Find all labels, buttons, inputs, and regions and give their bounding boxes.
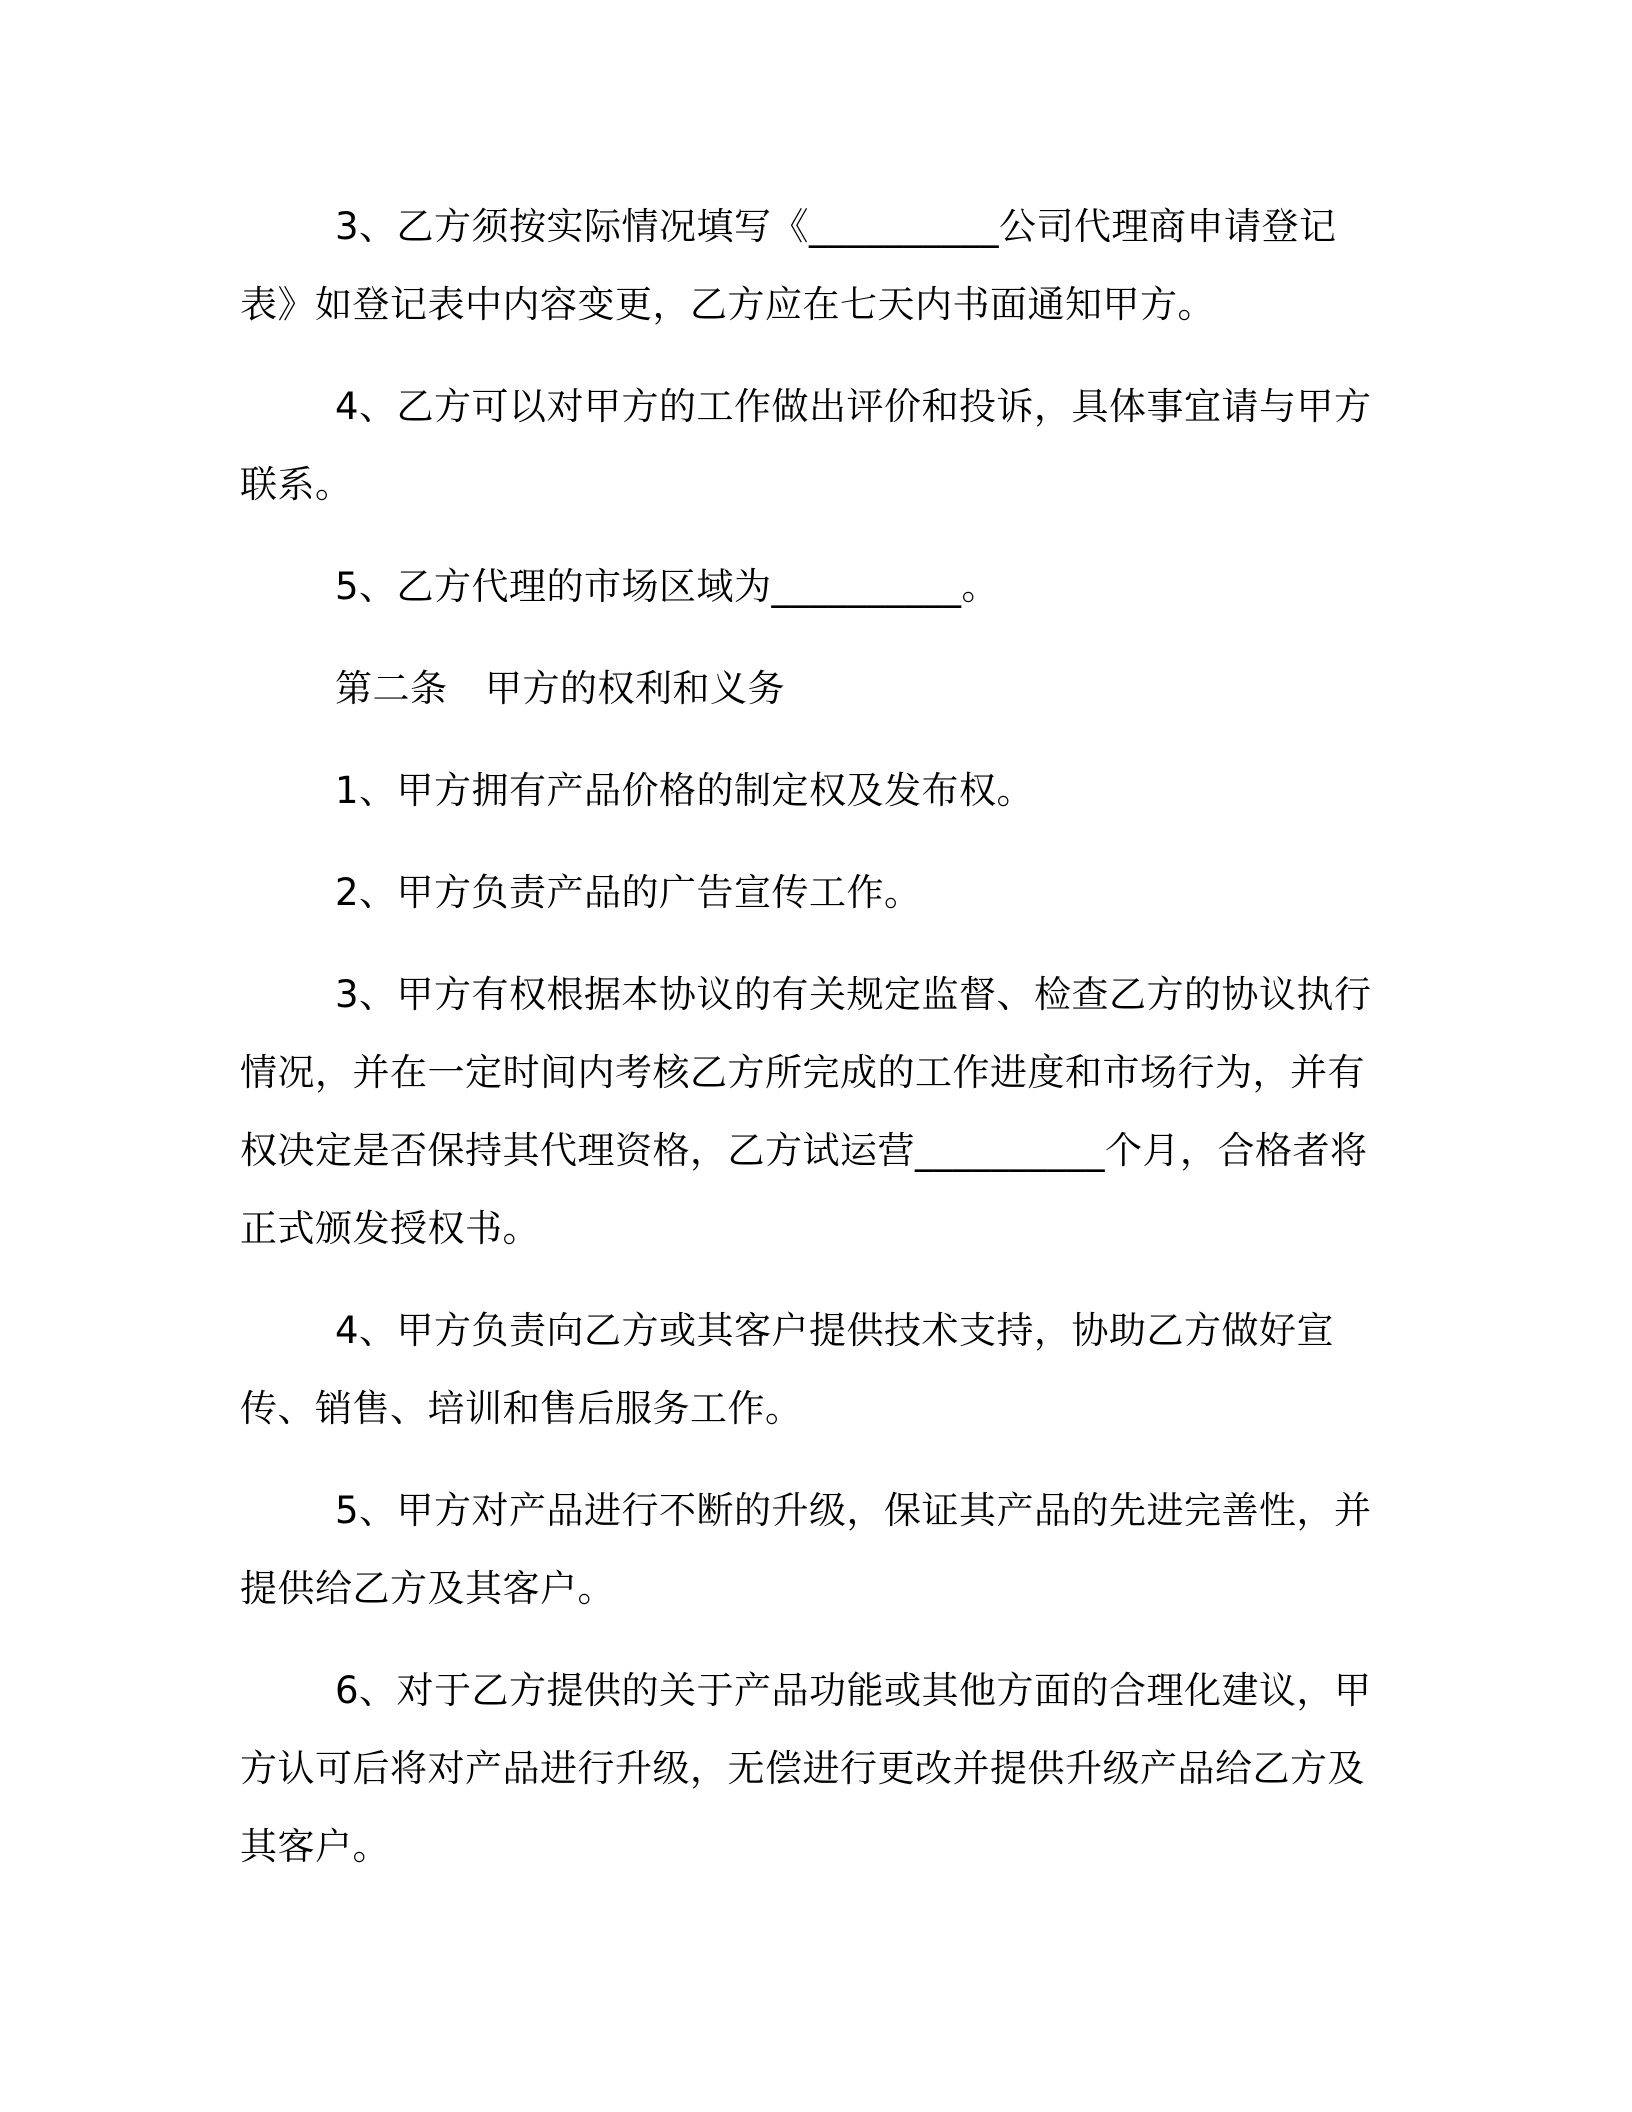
clause-a-1-pricing-rights: 1、甲方拥有产品价格的制定权及发布权。 [335, 769, 1035, 812]
clause-a-5-product-upgrade: 5、甲方对产品进行不断的升级，保证其产品的先进完善性，并提供给乙方及其客户。 [240, 1489, 1372, 1610]
clause-a-6-suggestions: 6、对于乙方提供的关于产品功能或其他方面的合理化建议，甲方认可后将对产品进行升级，无偿进行更改并提供升级产品给乙方及其客户。 [240, 1669, 1372, 1868]
clause-a-4-technical-support: 4、甲方负责向乙方或其客户提供技术支持，协助乙方做好宣传、销售、培训和售后服务工作。 [240, 1309, 1335, 1430]
document-body [240, 188, 1390, 1910]
clause-a-2-advertising: 2、甲方负责产品的广告宣传工作。 [335, 871, 922, 914]
clause-b-4-evaluation-complaint: 4、乙方可以对甲方的工作做出评价和投诉，具体事宜请与甲方联系。 [240, 385, 1372, 506]
clause-b-3-registration-form: 3、乙方须按实际情况填写《__________公司代理商申请登记表》如登记表中内容变更，乙方应在七天内书面通知甲方。 [240, 205, 1337, 326]
clause-b-5-market-area: 5、乙方代理的市场区域为__________。 [335, 565, 1000, 608]
section-heading-article-2: 第二条 甲方的权利和义务 [335, 667, 785, 710]
clause-a-3-supervision: 3、甲方有权根据本协议的有关规定监督、检查乙方的协议执行情况，并在一定时间内考核乙方所完成的工作进度和市场行为，并有权决定是否保持其代理资格，乙方试运营__________个月，合格者将正式颁发授权书。 [240, 973, 1372, 1250]
